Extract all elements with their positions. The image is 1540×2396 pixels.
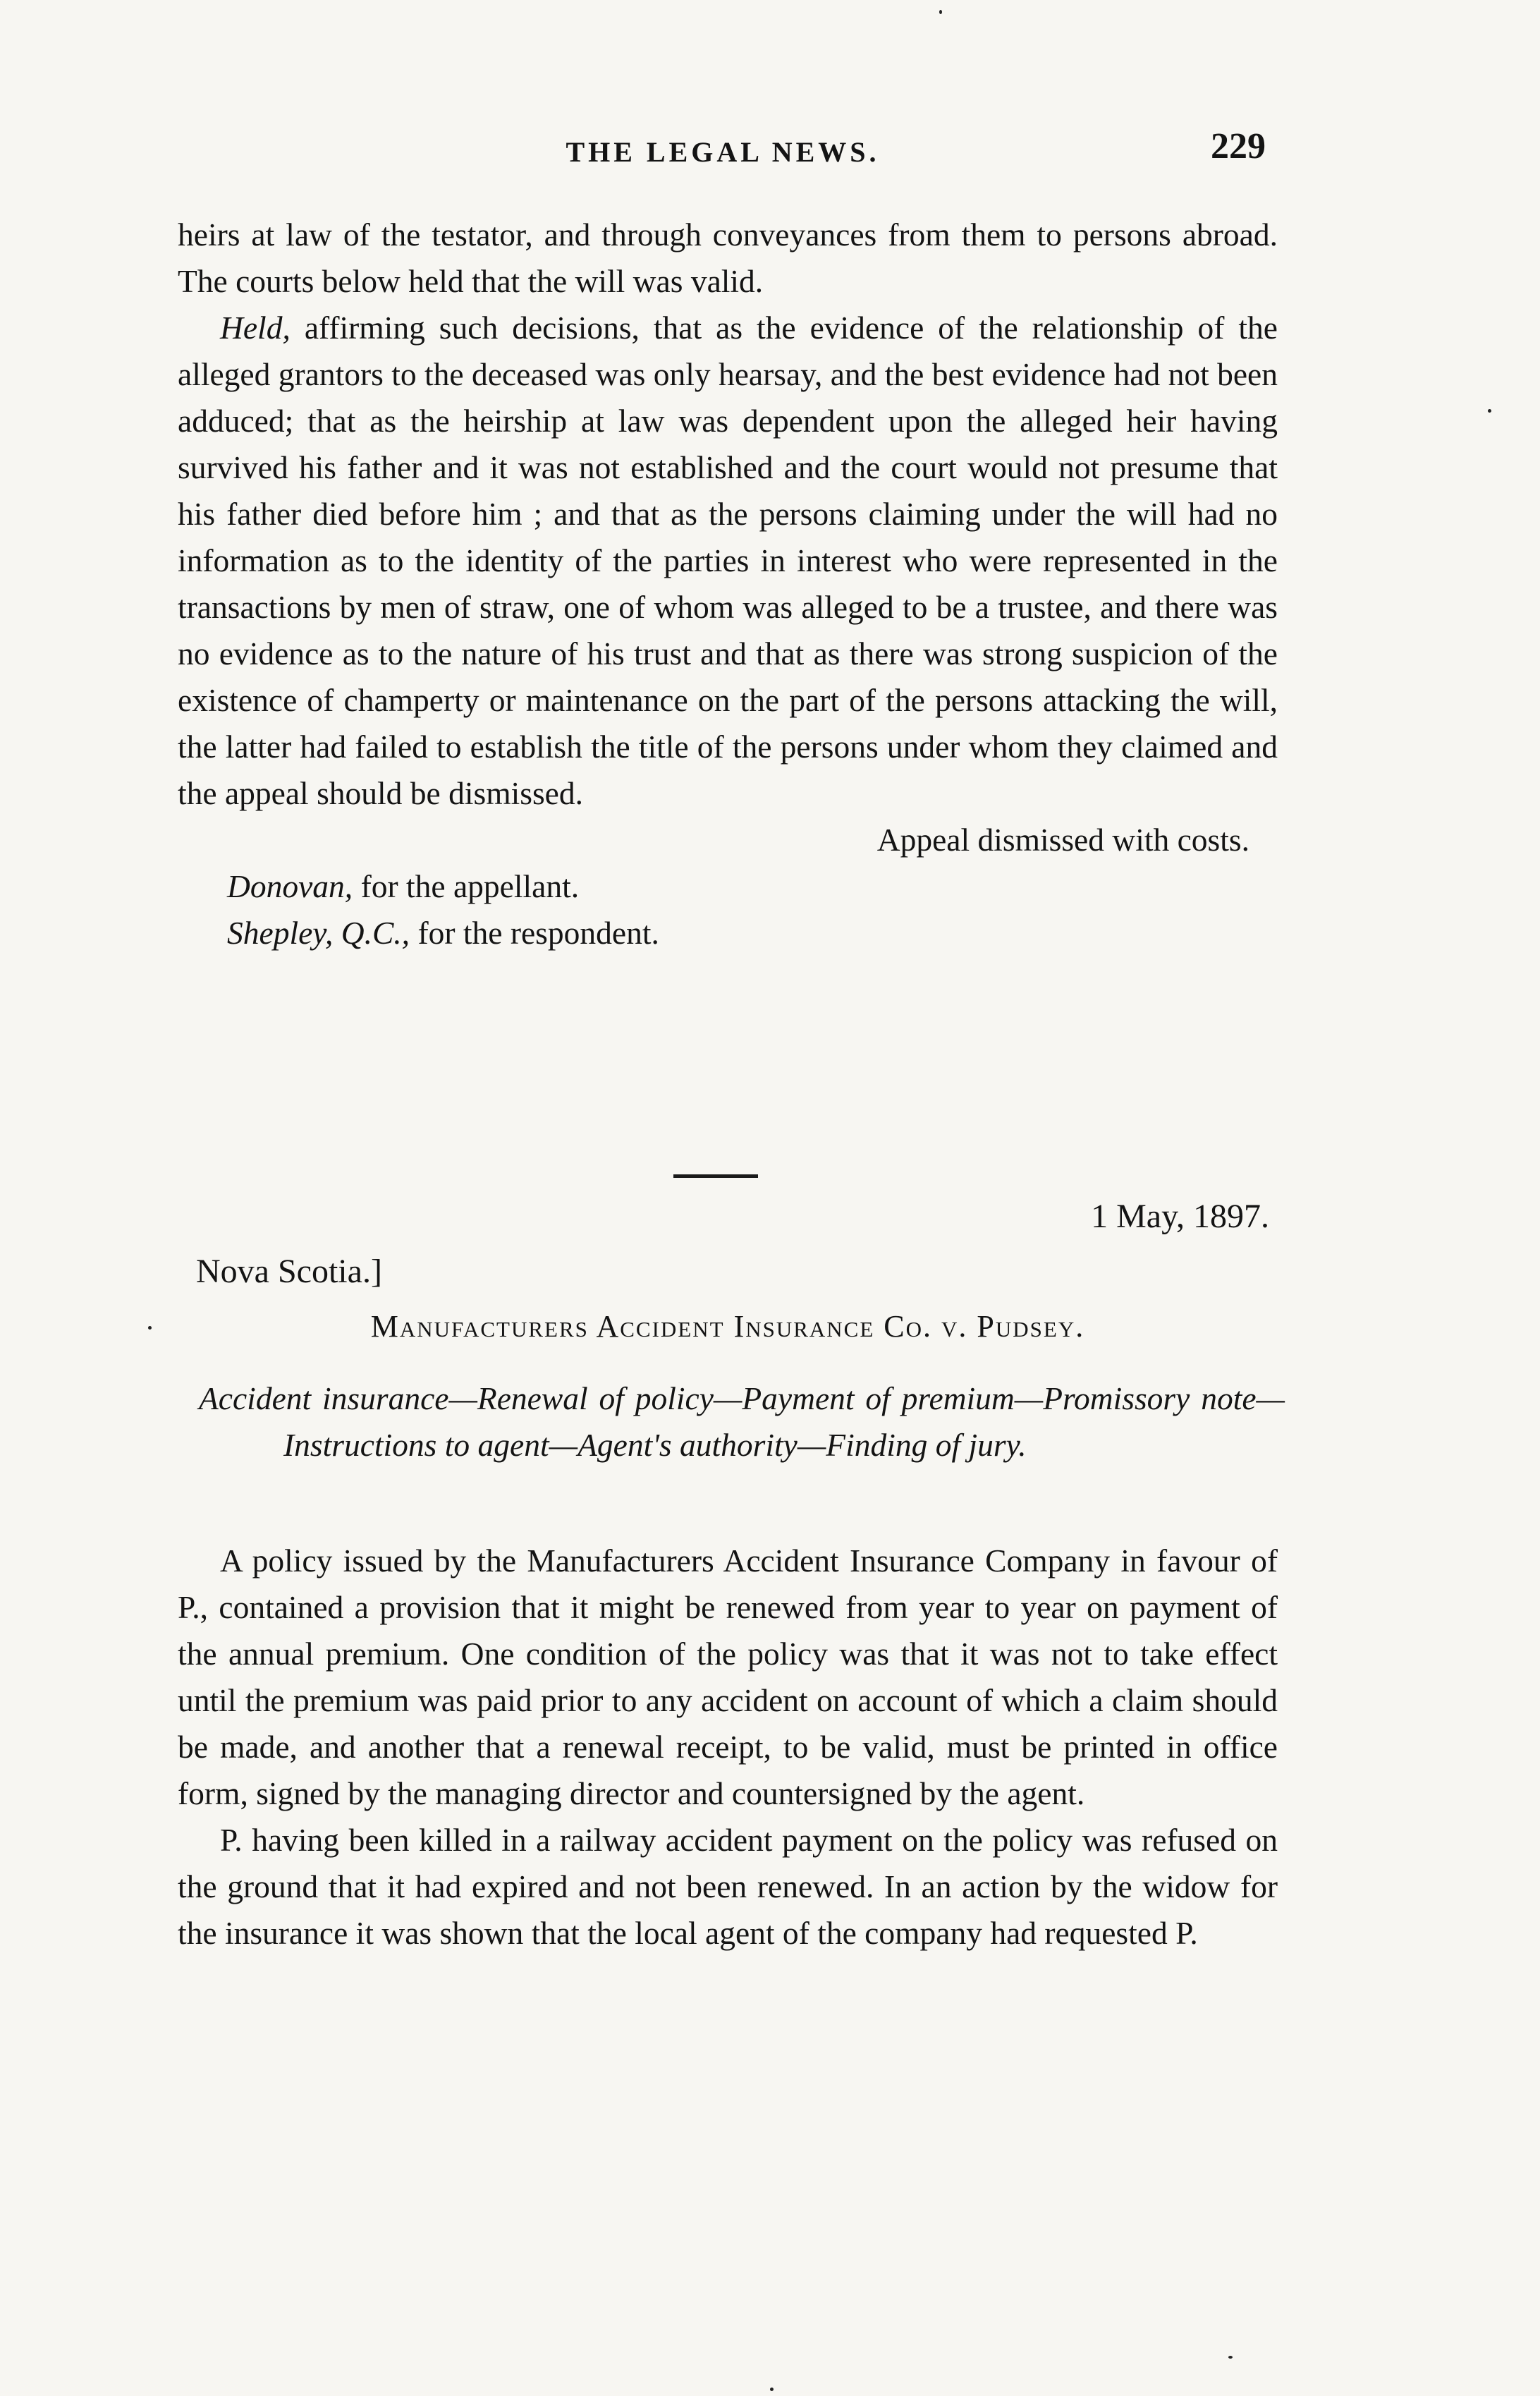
case-title: Manufacturers Accident Insurance Co. v. Pudsey. [370, 1309, 1085, 1344]
paragraph: P. having been killed in a railway accident payment on the policy was refused on the ground that it had expired and not been renewed. In an action by the widow for the insurance it was shown that the local agent of the company had requested P. [178, 1822, 1278, 1951]
held-label: Held, [220, 310, 291, 346]
counsel-name: Shepley, Q.C., [227, 915, 410, 951]
first-case-text [178, 212, 1278, 956]
second-case-text [178, 1538, 1278, 1957]
paper-speck [1488, 409, 1491, 413]
counsel-appellant [178, 863, 1278, 910]
disposition: Appeal dismissed with costs. [876, 822, 1249, 858]
headnote-text: Accident insurance—Renewal of policy—Payment of premium—Promissory note—Instructions to agent—Agent's authority—Finding of jury. [199, 1380, 1285, 1463]
counsel-name: Donovan, [227, 868, 353, 904]
held-paragraph [178, 305, 1278, 817]
paper-speck [148, 1326, 152, 1330]
counsel-respondent [178, 910, 1278, 956]
page-number: 229 [1211, 126, 1266, 166]
case-headnote [199, 1375, 1285, 1468]
paper-speck [1228, 2356, 1233, 2359]
section-divider [673, 1174, 758, 1178]
counsel-role: for the respondent. [410, 915, 659, 951]
case-date: 1 May, 1897. [1091, 1198, 1269, 1235]
paragraph: A policy issued by the Manufacturers Accident Insurance Company in favour of P., contained a provision that it might be renewed from year to year on payment of the annual premium. One condition of the policy was that it was not to take effect until the premium was paid prior to any accident on account of which a claim should be made, and another that a renewal receipt, to be valid, must be printed in office form, signed by the managing director and countersigned by the agent. [178, 1543, 1278, 1811]
paper-speck [770, 2388, 774, 2391]
running-title: THE LEGAL NEWS. [566, 136, 880, 168]
page-header [180, 126, 1266, 189]
held-text: affirming such decisions, that as the evidence of the relationship of the alleged grantors to the deceased was only hearsay, and the best evidence had not been adduced; that as the heirship at law was dependent upon the alleged heir having survived his father and it was not established and the court would not presume that his father died before him ; and that as the persons claiming under the will had no information as to the identity of the parties in interest who were represented in the transactions by men of straw, one of whom was alleged to be a trustee, and there was no evidence as to the nature of his trust and that as there was strong suspicion of the existence of champerty or maintenance on the part of the persons attacking the will, the latter had failed to establish the title of the persons under whom they claimed and the appeal should be dismissed. [178, 310, 1278, 811]
opening-paragraph: heirs at law of the testator, and through conveyances from them to persons abroad. The courts below held that the will was valid. [178, 217, 1278, 299]
counsel-role: for the appellant. [353, 868, 580, 904]
case-province: Nova Scotia.] [196, 1253, 382, 1290]
paper-speck [939, 10, 942, 14]
